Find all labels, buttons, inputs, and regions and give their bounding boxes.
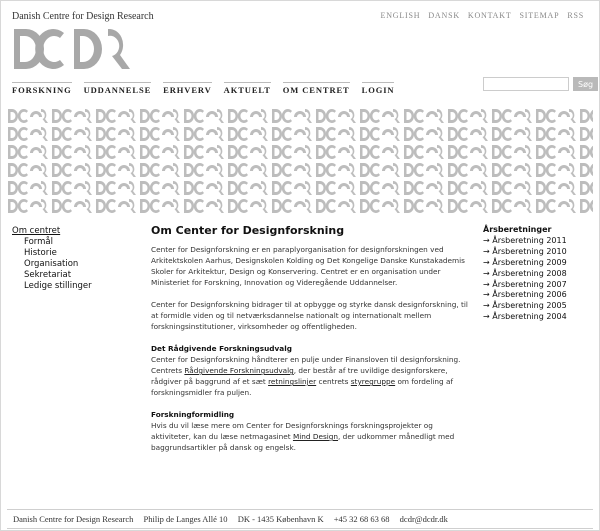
formidling-paragraph: [151, 420, 469, 453]
footer-city: DK - 1435 København K: [237, 514, 324, 524]
arrow-right-icon: →: [483, 246, 493, 256]
forskningsudvalg-link[interactable]: Rådgivende Forskningsudvalg: [184, 366, 294, 375]
page-title: Om Center for Designforskning: [151, 224, 345, 237]
footer-contact: [13, 514, 456, 524]
footer: [7, 509, 593, 529]
utility-dansk-link[interactable]: DANSK: [428, 11, 460, 20]
arrow-right-icon: →: [483, 312, 493, 322]
utility-sitemap-link[interactable]: SITEMAP: [519, 11, 560, 20]
utility-english-link[interactable]: ENGLISH: [380, 11, 421, 20]
logo-pattern-banner: [7, 107, 593, 215]
dcdr-logo[interactable]: [12, 27, 132, 71]
section-nav-heading[interactable]: Om centret: [12, 226, 61, 236]
utility-rss-link[interactable]: RSS: [567, 11, 584, 20]
utility-nav: [381, 11, 584, 20]
udvalg-text-1: Center for Designforskning håndterer en pulje under Finansloven til designforskning. Centrets: [151, 355, 461, 375]
udvalg-text-4: om fordeling af forskningsmidler fra puljen.: [151, 377, 454, 397]
nav-om-centret[interactable]: OM CENTRET: [283, 82, 350, 95]
arrow-right-icon: →: [483, 268, 493, 278]
intro-paragraph: Center for Designforskning er en paraplyorganisation for designforskningen ved Arkitektskolen Aarhus, Designskolen Kolding og Det Kongelige Danske Kunstakademis Skoler for Arkitektur, Design og Konservering. Centret er en organisation under Ministeriet for Forskning, Innovation og Videregående Uddannelser.: [151, 245, 465, 287]
report-label: Årsberetning 2009: [492, 257, 567, 267]
arrow-right-icon: →: [483, 290, 493, 300]
main-content: [151, 225, 469, 464]
nav-erhverv[interactable]: ERHVERV: [163, 82, 212, 95]
section-heading-udvalg: Det Rådgivende Forskningsudvalg: [151, 344, 292, 353]
section-heading-formidling: Forskningformidling: [151, 410, 235, 419]
report-label: Årsberetning 2007: [492, 279, 567, 289]
main-nav: [12, 82, 394, 95]
section-nav-sekretariat[interactable]: Sekretariat: [24, 270, 72, 280]
section-nav: [12, 226, 92, 292]
nav-forskning[interactable]: FORSKNING: [12, 82, 72, 95]
arrow-right-icon: →: [483, 279, 493, 289]
section-nav-ledige-stillinger[interactable]: Ledige stillinger: [24, 281, 92, 291]
arrow-right-icon: →: [483, 257, 493, 267]
report-label: Årsberetning 2008: [492, 268, 567, 278]
report-label: Årsberetning 2010: [492, 246, 567, 256]
search-form: [483, 77, 598, 91]
report-link-2010[interactable]: [483, 247, 567, 258]
report-link-2007[interactable]: [483, 280, 567, 291]
nav-uddannelse[interactable]: UDDANNELSE: [84, 82, 152, 95]
styregruppe-link[interactable]: styregruppe: [350, 377, 396, 386]
search-button[interactable]: Søg: [573, 77, 598, 91]
report-label: Årsberetning 2011: [492, 235, 567, 245]
retningslinjer-link[interactable]: retningslinjer: [268, 377, 317, 386]
report-label: Årsberetning 2006: [492, 290, 567, 300]
udvalg-text-3: centrets: [316, 377, 351, 386]
report-link-2009[interactable]: [483, 258, 567, 269]
search-input[interactable]: [483, 77, 569, 91]
arrow-right-icon: →: [483, 301, 493, 311]
mind-design-link[interactable]: Mind Design: [292, 432, 339, 441]
footer-email[interactable]: dcdr@dcdr.dk: [399, 514, 448, 524]
report-label: Årsberetning 2004: [492, 312, 567, 322]
section-nav-historie[interactable]: Historie: [24, 248, 57, 258]
report-link-2008[interactable]: [483, 269, 567, 280]
report-label: Årsberetning 2005: [492, 301, 567, 311]
site-name: Danish Centre for Design Research: [12, 11, 154, 22]
reports-heading: Årsberetninger: [483, 225, 552, 234]
udvalg-text-2: , der består af tre uvildige designforskere, rådgiver på baggrund af et sæt: [151, 366, 448, 386]
footer-address: Philip de Langes Allé 10: [143, 514, 228, 524]
nav-login[interactable]: LOGIN: [362, 82, 395, 95]
footer-phone: +45 32 68 63 68: [333, 514, 390, 524]
utility-kontakt-link[interactable]: KONTAKT: [467, 11, 512, 20]
report-link-2006[interactable]: [483, 290, 567, 301]
formidling-text-1: Hvis du vil læse mere om Center for Designforsknings forskningsprojekter og aktiviteter, kan du læse netmagasinet: [151, 421, 433, 441]
footer-name: Danish Centre for Design Research: [13, 514, 134, 524]
report-link-2011[interactable]: [483, 236, 567, 247]
nav-aktuelt[interactable]: AKTUELT: [224, 82, 271, 95]
arrow-right-icon: →: [483, 235, 493, 245]
reports-list: [483, 225, 567, 323]
udvalg-paragraph: [151, 354, 469, 398]
report-link-2005[interactable]: [483, 301, 567, 312]
section-nav-organisation[interactable]: Organisation: [24, 259, 79, 269]
mission-paragraph: Center for Designforskning bidrager til at opbygge og styrke dansk designforskning, til at formidle viden og til netværksdannelse nationalt og internationalt mellem forskningsinstitutioner, virksomheder og offentligheden.: [151, 300, 468, 331]
formidling-text-2: , der udkommer månedligt med baggrundsartikler på dansk og engelsk.: [151, 432, 455, 452]
report-link-2004[interactable]: [483, 312, 567, 323]
section-nav-formaal[interactable]: Formål: [24, 237, 53, 247]
